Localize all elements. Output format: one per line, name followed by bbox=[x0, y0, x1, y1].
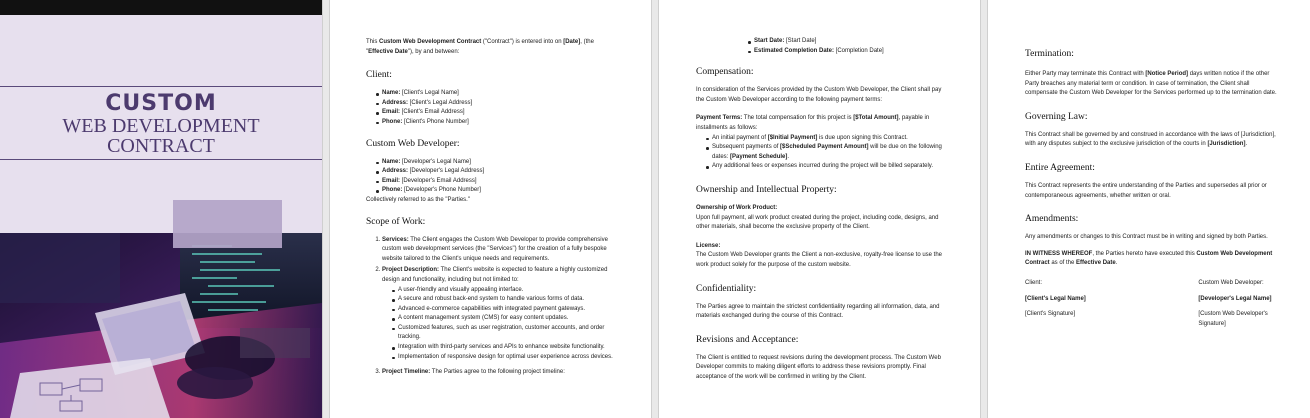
list-item: Phone: [Developer's Phone Number] bbox=[382, 186, 621, 196]
signature-lines bbox=[1025, 310, 1280, 329]
list-item: Phone: [Client's Phone Number] bbox=[382, 118, 621, 128]
features-list bbox=[382, 286, 621, 363]
entire-agreement-heading: Entire Agreement: bbox=[1025, 162, 1095, 173]
license-label: License: bbox=[696, 242, 721, 249]
ip-heading: Ownership and Intellectual Property: bbox=[696, 184, 837, 195]
list-item: Email: [Client's Email Address] bbox=[382, 108, 621, 118]
list-item: Address: [Developer's Legal Address] bbox=[382, 167, 621, 177]
timeline-list bbox=[696, 37, 950, 56]
cover-accent-box bbox=[173, 200, 282, 248]
list-item: Customized features, such as user registration, customer accounts, and order tracking. bbox=[398, 324, 621, 343]
ownership-text: Upon full payment, all work product created during the project, including code, designs, and other materials, shall become the exclusive property of the Client. bbox=[696, 214, 939, 231]
contract-page-2 bbox=[330, 0, 651, 418]
confidentiality-text: The Parties agree to maintain the strictest confidentiality regarding all information, data, and materials exchanged during the course of this Contract. bbox=[696, 303, 940, 320]
ownership-label: Ownership of Work Product: bbox=[696, 204, 778, 211]
confidentiality-heading: Confidentiality: bbox=[696, 283, 757, 294]
scope-item-timeline: 3. Project Timeline: The Parties agree to the following project timeline: bbox=[382, 368, 621, 378]
signature-developer-label: Custom Web Developer: bbox=[1198, 279, 1264, 286]
contract-page-3 bbox=[659, 0, 980, 418]
list-item: Address: [Client's Legal Address] bbox=[382, 99, 621, 109]
developer-details-list bbox=[366, 158, 621, 196]
cover-top-bar bbox=[0, 0, 322, 15]
witness-text: IN WITNESS WHEREOF, the Parties hereto have executed this Custom Web Development Contract as of the Effective Date. bbox=[1025, 250, 1273, 267]
cover-rule-bottom bbox=[0, 159, 322, 160]
revisions-heading: Revisions and Acceptance: bbox=[696, 334, 799, 345]
list-item: Advanced e-commerce capabilities with integrated payment gateways. bbox=[398, 305, 621, 315]
list-item: A content management system (CMS) for easy content updates. bbox=[398, 314, 621, 324]
cover-rule-top bbox=[0, 86, 322, 87]
client-heading: Client: bbox=[366, 70, 392, 81]
termination-text: Either Party may terminate this Contract with [Notice Period] days written notice if the other Party breaches any material term or condition. In case of termination, the Client shall compensate the Custom Web Developer for the Services performed up to the termination date. bbox=[1025, 71, 1277, 97]
list-item: Implementation of responsive design for optimal user experience across devices. bbox=[398, 353, 621, 363]
scope-list bbox=[366, 236, 621, 378]
list-item: Name: [Client's Legal Name] bbox=[382, 89, 621, 99]
list-item: Email: [Developer's Email Address] bbox=[382, 177, 621, 187]
payment-list bbox=[696, 134, 950, 172]
cover-title-line2: CONTRACT bbox=[107, 135, 215, 157]
list-item: Subsequent payments of [$Scheduled Payment Amount] will be due on the following dates: [Payment Schedule]. bbox=[712, 143, 950, 162]
list-item: Any additional fees or expenses incurred during the project will be billed separately. bbox=[712, 162, 950, 172]
list-item: Estimated Completion Date: [Completion Date] bbox=[754, 47, 950, 57]
list-item: A user-friendly and visually appealing interface. bbox=[398, 286, 621, 296]
revisions-text: The Client is entitled to request revisions during the development process. The Custom Web Developer commits to making diligent efforts to address these revisions promptly. Final acceptance of the work will be confirmed in writing by the Client. bbox=[696, 354, 941, 380]
signature-labels bbox=[1025, 279, 1280, 289]
license-text: The Custom Web Developer grants the Client a non-exclusive, royalty-free license to use the work product solely for the purpose of the custom website. bbox=[696, 252, 943, 268]
cover-title-line1: WEB DEVELOPMENT bbox=[62, 115, 260, 137]
scope-heading: Scope of Work: bbox=[366, 216, 426, 227]
entire-agreement-text: This Contract represents the entire understanding of the Parties and supersedes all prior or contemporaneous agreements, whether written or oral. bbox=[1025, 182, 1267, 199]
list-item: An initial payment of [$Initial Payment] is due upon signing this Contract. bbox=[712, 134, 950, 144]
list-item: Integration with third-party services and APIs to enhance website functionality. bbox=[398, 343, 621, 353]
signature-client-label: Client: bbox=[1025, 279, 1043, 286]
intro-paragraph: This Custom Web Development Contract ("Contract") is entered into on [Date], (the "Effective Date"), by and between: bbox=[366, 39, 594, 55]
list-item: Start Date: [Start Date] bbox=[754, 37, 950, 47]
list-item: Name: [Developer's Legal Name] bbox=[382, 158, 621, 168]
amendments-heading: Amendments: bbox=[1025, 214, 1079, 225]
termination-heading: Termination: bbox=[1025, 49, 1074, 59]
signature-developer-signature: [Custom Web Developer's Signature] bbox=[1198, 311, 1268, 327]
cover-photo bbox=[0, 233, 322, 418]
scope-item-services: 1. Services: The Client engages the Custom Web Developer to provide comprehensive custom web development services (the "Services") for the creation of a fully bespoke website tailored to the Client's unique needs and requirements. bbox=[382, 236, 621, 265]
developer-heading: Custom Web Developer: bbox=[366, 138, 460, 149]
compensation-heading: Compensation: bbox=[696, 67, 754, 78]
contract-page-4 bbox=[988, 0, 1310, 418]
cover-page bbox=[0, 0, 322, 418]
compensation-text: In consideration of the Services provided by the Custom Web Developer, the Client shall pay the Custom Web Developer according to the following payment terms: bbox=[696, 87, 942, 103]
signature-developer-name: [Developer's Legal Name] bbox=[1198, 295, 1272, 302]
list-item: A secure and robust back-end system to handle various forms of data. bbox=[398, 295, 621, 305]
signature-client-name: [Client's Legal Name] bbox=[1025, 295, 1086, 302]
payment-terms: Payment Terms: The total compensation for this project is [$Total Amount], payable in installments as follows: bbox=[696, 115, 930, 131]
cover-title-custom: CUSTOM bbox=[105, 91, 217, 116]
scope-item-project: 2. Project Description: The Client's website is expected to feature a highly customized design and functionality, including but not limited to: A user-friendly and visually appealing interface. A secure and robust back-end system to handle various forms of data. Advanced e-commerce capabilities with integrated payment gateways. A content management system (CMS) for easy content updates. Customized features, such as user registration, customer accounts, and order tracking. Integration with third-party services and APIs to enhance website functionality. Implementation of responsive design for optimal user experience across devices. bbox=[382, 266, 621, 362]
governing-law-text: This Contract shall be governed by and construed in accordance with the laws of [Jurisdiction], with any disputes subject to the exclusive jurisdiction of the courts in [Jurisdiction]. bbox=[1025, 131, 1276, 148]
signature-names bbox=[1025, 295, 1280, 305]
signature-client-signature: [Client's Signature] bbox=[1025, 311, 1076, 318]
amendments-text: Any amendments or changes to this Contract must be in writing and signed by both Parties. bbox=[1025, 234, 1268, 241]
governing-law-heading: Governing Law: bbox=[1025, 111, 1088, 122]
client-details-list bbox=[366, 89, 621, 127]
parties-text: Collectively referred to as the "Parties." bbox=[366, 196, 470, 203]
